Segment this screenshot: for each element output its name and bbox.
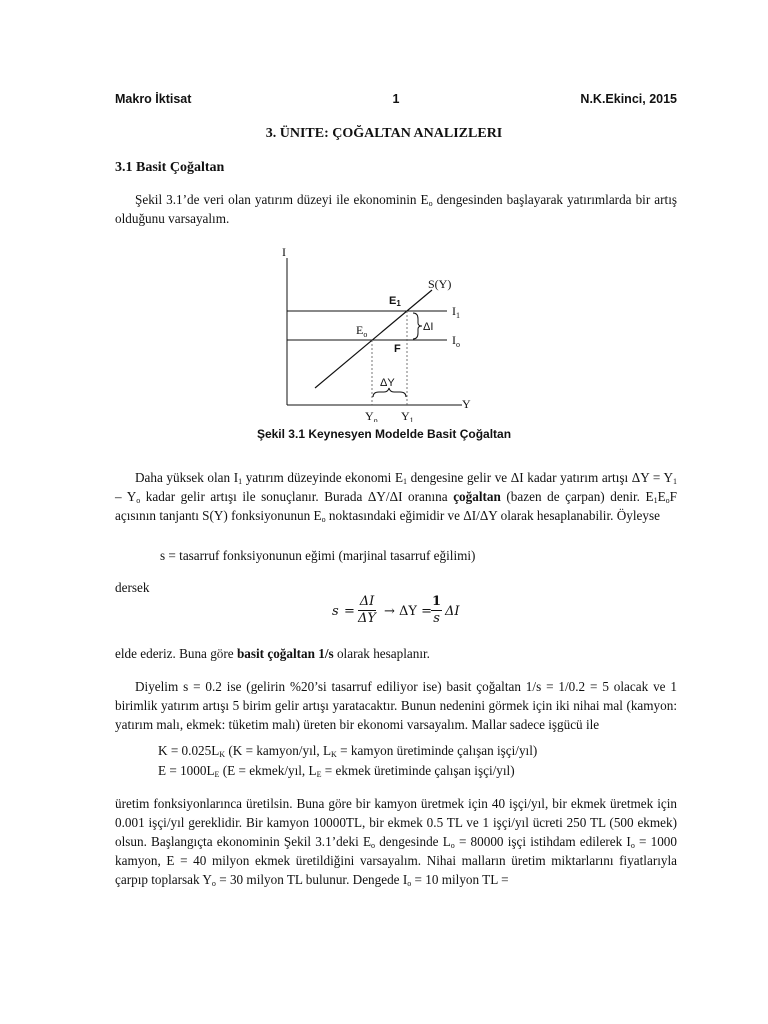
production-function-trucks: $K = 0.025L_K$ (K = kamyon/yıl, $L_K$ = kamyon üretiminde çalışan işçi/yıl): [158, 743, 538, 759]
label-io: $I_o$: [452, 333, 460, 349]
multiplier-formula: [330, 594, 490, 630]
label-y1: $Y_1$: [401, 409, 414, 422]
paragraph-production: üretim fonksiyonlarınca üretilsin. Buna göre bir kamyon üretmek için 40 işçi/yıl, bir ekmek üretmek için 0.001 işçi/yıl gereklidir. Bir kamyon 10000TL, bir ekmek 0.5 TL ve 1 işçi/yıl ücreti 250 TL (500 ekmek) olsun. Başlangıçta ekonominin Şekil 3.1’deki $E_o$ dengesinde $L_o = 80000$ işçi istihdam edilerek $I_o = 1000$ kamyon, E = 40 milyon ekmek üretildiğini varsayalım. Nihai malların üretim miktarlarını fiyatlarıyla çarpıp toplarsak $Y_o = 30$ milyon TL bulunur. Dengede $I_o = 10$ milyon TL =: [115, 796, 677, 888]
unit-title: 3. ÜNITE: ÇOĞALTAN ANALIZLERI: [265, 126, 503, 141]
header-page-number: 1: [392, 92, 400, 106]
paragraph-multiplier-definition: Daha yüksek olan $I_1$ yatırım düzeyinde ekonomi $E_1$ dengesine gelir ve ΔI kadar yatırım artışı $\Delta Y = Y_1 - Y_o$ kadar gelir artışı ile sonuçlanır. Burada ΔY/ΔI oranına çoğaltan (bazen de çarpan) denir. $E_1E_oF$ açısının tanjantı S(Y) fonksiyonunun $E_o$ noktasındaki eğimidir ve ΔI/ΔY olarak hesaplanabilir. Öyleyse: [115, 470, 677, 524]
header-course: Makro İktisat: [115, 92, 192, 106]
paragraph-example: Diyelim s = 0.2 ise (gelirin %20’si tasarruf ediliyor ise) basit çoğaltan 1/s = 1/0.2 = 5 olacak ve 1 birimlik yatırım artışı 5 birim gelir artışı yaratacaktır. Bunun nedenini görmek için iki nihai mal (kamyon: yatırım malı, ekmek: tüketim malı) üreten bir ekonomi varsayalım. Mallar sadece işgücü ile: [115, 679, 677, 732]
label-delta-i: ΔI: [423, 321, 434, 333]
formula-equals: =: [344, 604, 355, 619]
label-yo: $Y_o$: [365, 409, 378, 422]
section-heading: 3.1 Basit Çoğaltan: [115, 160, 225, 175]
brace-delta-y: [373, 388, 406, 397]
formula-s: s: [332, 604, 339, 619]
formula-arrow: → ΔY =: [384, 604, 433, 619]
label-eo: $E_o$: [356, 323, 368, 339]
y-axis-label: I: [282, 245, 286, 259]
production-function-bread: $E = 1000L_E$ (E = ekmek/yıl, $L_E$ = ekmek üretiminde çalışan işçi/yıl): [158, 763, 515, 779]
x-axis-label: Y: [462, 397, 471, 411]
figure-keynesian-multiplier: [270, 240, 510, 422]
figure-caption: Şekil 3.1 Keynesyen Modelde Basit Çoğaltan: [256, 427, 512, 441]
paragraph-basic-multiplier: elde ederiz. Buna göre basit çoğaltan 1/s olarak hesaplanır.: [115, 646, 430, 661]
brace-delta-i: [413, 313, 422, 339]
text-dersek: dersek: [115, 580, 150, 595]
s-definition: s = tasarruf fonksiyonunun eğimi (marjinal tasarruf eğilimi): [160, 548, 476, 563]
formula-fraction-1: $\frac{\Delta I}{\Delta Y}$: [358, 594, 376, 626]
intro-paragraph: Şekil 3.1’de veri olan yatırım düzeyi ile ekonominin $E_o$ dengesinden başlayarak yatırımlarda bir artış olduğunu varsayalım.: [115, 192, 677, 226]
label-delta-y: ΔY: [380, 377, 395, 389]
label-f: F: [394, 343, 401, 355]
label-e1: E1: [389, 295, 401, 308]
formula-fraction-2: $\frac{1}{s}$: [432, 594, 442, 626]
label-i1: $I_1$: [452, 304, 460, 320]
label-saving-function: S(Y): [428, 277, 452, 291]
header-author: N.K.Ekinci, 2015: [580, 92, 677, 106]
formula-tail: ΔI: [445, 604, 460, 619]
page-header: [115, 92, 677, 110]
